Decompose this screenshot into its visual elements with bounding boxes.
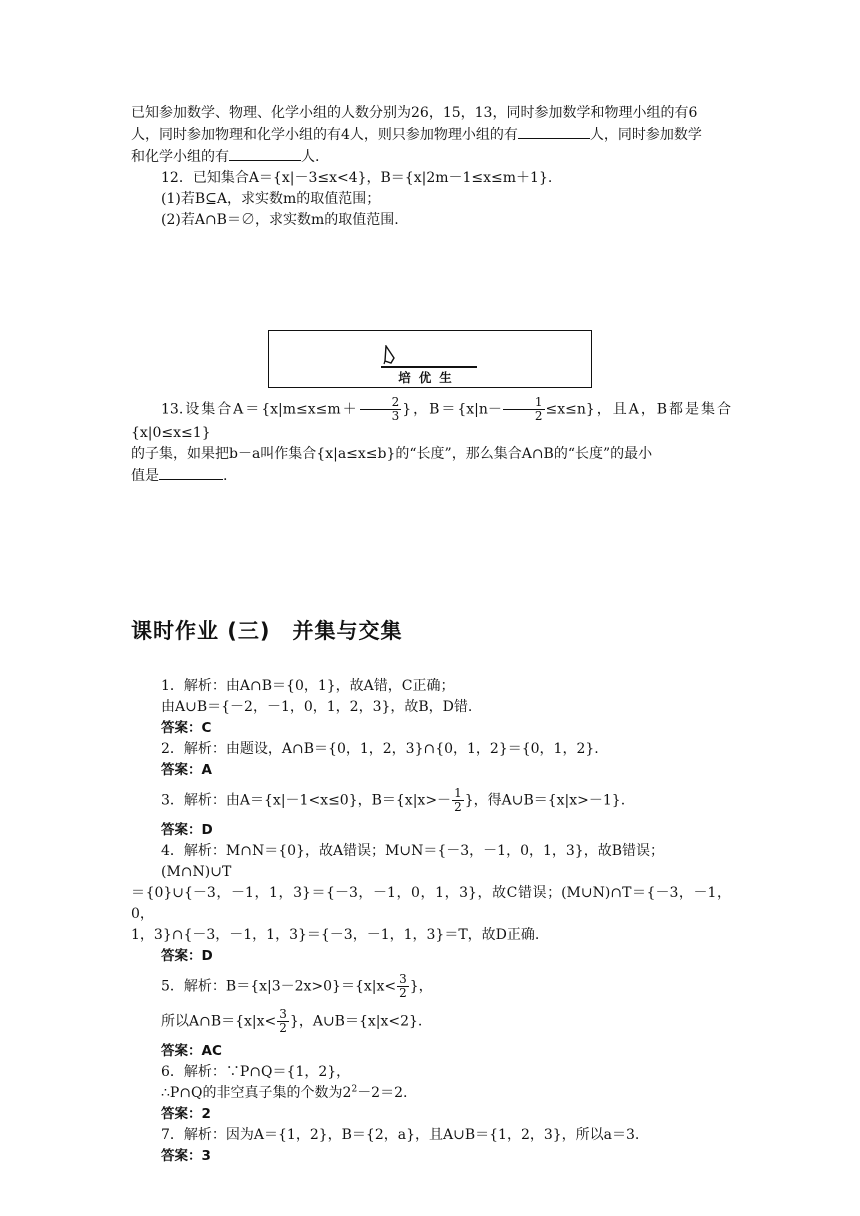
answer-line: 答案：AC — [161, 1043, 222, 1059]
advanced-section-banner — [268, 330, 592, 388]
answer-line: 答案：2 — [161, 1106, 211, 1122]
solution-line: 3．解析：由A＝{x|－1<x≤0}，B＝{x|x>－ $\frac{1}{2}$ }，得A∪B＝{x|x>－1}. — [161, 786, 626, 814]
solutions — [131, 676, 731, 1167]
fraction: $\frac{2}{3}$ — [360, 396, 402, 423]
solution-line: 所以A∩B＝{x|x< $\frac{3}{2}$ }，A∪B＝{x|x<2}. — [161, 1007, 423, 1035]
question-13-line1: 13.设集合A＝{x|m≤x≤m＋ $\frac{2}{3}$ }，B＝{x|n－ $\frac{1}{2}$ ≤x≤n}，且A，B都是集合{x|0≤x≤1} — [131, 395, 731, 441]
question-12-part1: (1)若B⊆A，求实数m的取值范围； — [161, 191, 381, 207]
question-12-part2: (2)若A∩B＝∅，求实数m的取值范围. — [161, 212, 399, 228]
solution-line: ＝{0}∪{－3，－1，1，3}＝{－3，－1，0，1，3}，故C错误；(M∪N)∩T＝{－3，－1，0， — [131, 885, 731, 922]
answer-blank — [159, 465, 223, 480]
fraction: $\frac{3}{2}$ — [399, 972, 407, 1000]
answer-line: 答案：D — [161, 822, 213, 838]
pen-icon — [383, 345, 397, 365]
solution-line: 1，3}∩{－3，－1，1，3}＝{－3，－1，1，3}＝T，故D正确. — [131, 927, 540, 943]
fraction: $\frac{1}{2}$ — [503, 396, 545, 423]
banner-label: 培优生 — [398, 370, 460, 385]
paragraph-line: 已知参加数学、物理、化学小组的人数分别为26，15，13，同时参加数学和物理小组的有6 — [131, 105, 698, 121]
answer-line: 答案：3 — [161, 1148, 211, 1164]
question-13 — [131, 396, 731, 487]
section-heading: 课时作业 (三) 并集与交集 — [131, 619, 403, 643]
question-13-line3: 值是 . — [131, 465, 731, 487]
solution-line: 7．解析：因为A＝{1，2}，B＝{2，a}，且A∪B＝{1，2，3}，所以a＝3. — [161, 1127, 640, 1143]
paragraph-line: 和化学小组的有 人. — [131, 146, 731, 168]
question-12: 12．已知集合A＝{x|－3≤x<4}，B＝{x|2m－1≤x≤m＋1}. — [161, 170, 553, 186]
fraction: $\frac{3}{2}$ — [279, 1007, 287, 1035]
solution-line: ∴P∩Q的非空真子集的个数为$2^2-2=2$. — [161, 1084, 408, 1101]
answer-blank — [229, 146, 301, 161]
question-13-line2: 的子集，如果把b－a叫作集合{x|a≤x≤b}的“长度”，那么集合A∩B的“长度”的最小 — [131, 446, 653, 462]
answer-line: 答案：C — [161, 720, 212, 736]
solution-line: 5．解析：B＝{x|3－2x>0}＝{x|x< $\frac{3}{2}$ }， — [161, 972, 433, 1000]
solution-line: 4．解析：M∩N＝{0}，故A错误；M∪N＝{－3，－1，0，1，3}，故B错误；(M∩N)∪T — [161, 843, 665, 880]
exercise-top — [131, 103, 731, 231]
answer-line: 答案：A — [161, 762, 212, 778]
fraction: $\frac{1}{2}$ — [454, 786, 462, 814]
solution-line: 1．解析：由A∩B＝{0，1}，故A错，C正确； — [161, 678, 455, 694]
answer-line: 答案：D — [161, 948, 213, 964]
paragraph-line: 人，同时参加物理和化学小组的有4人，则只参加物理小组的有 人，同时参加数学 — [131, 124, 731, 146]
answer-blank — [518, 124, 590, 139]
banner-rule — [381, 366, 477, 368]
solution-line: 6．解析：∵P∩Q＝{1，2}， — [161, 1064, 351, 1080]
solution-line: 2．解析：由题设，A∩B＝{0，1，2，3}∩{0，1，2}＝{0，1，2}. — [161, 741, 599, 757]
solution-line: 由A∪B＝{－2，－1，0，1，2，3}，故B，D错. — [161, 699, 473, 715]
